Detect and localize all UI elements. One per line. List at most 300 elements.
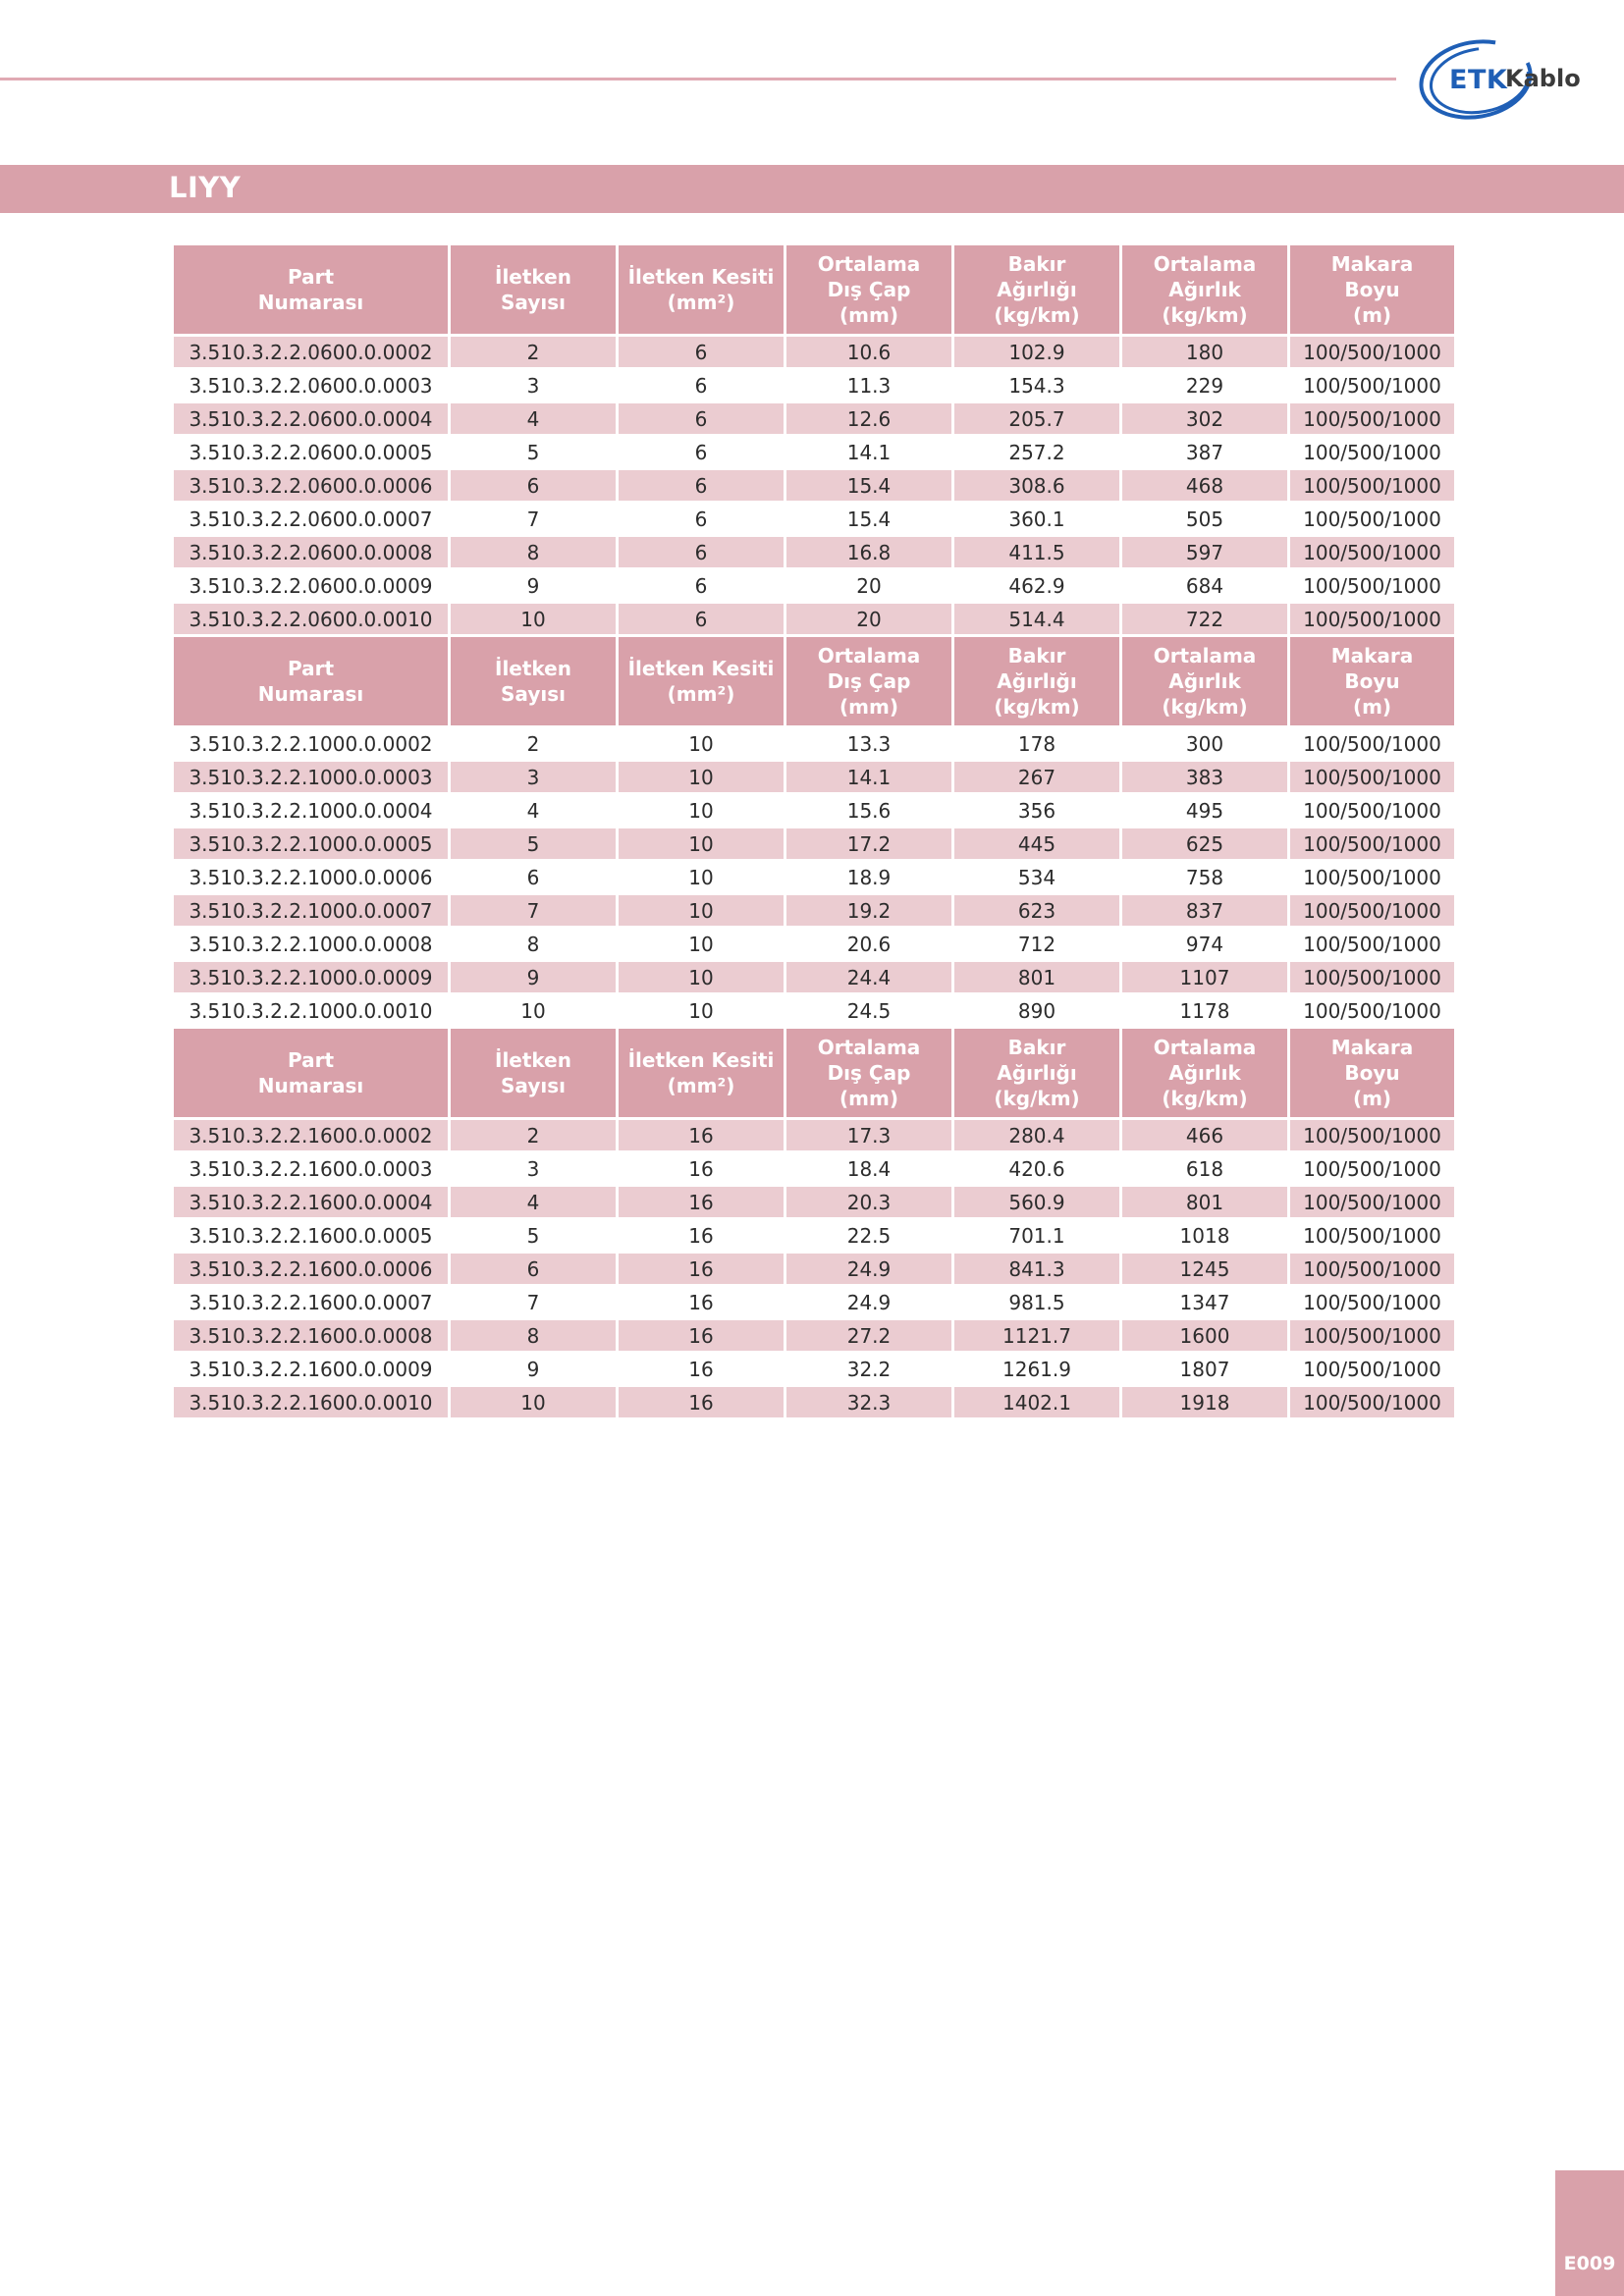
column-header-line: Ağırlık bbox=[1168, 1061, 1241, 1085]
table-row bbox=[173, 1319, 1456, 1353]
column-header-line: Part bbox=[287, 265, 335, 289]
cell-reel-length: 100/500/1000 bbox=[1289, 794, 1456, 828]
column-header-line: (mm²) bbox=[667, 682, 735, 706]
cell-part-number: 3.510.3.2.2.0600.0.0008 bbox=[173, 536, 450, 569]
cell-reel-length: 100/500/1000 bbox=[1289, 1353, 1456, 1386]
cell-outer-diameter: 14.1 bbox=[785, 761, 953, 794]
cell-outer-diameter: 32.2 bbox=[785, 1353, 953, 1386]
column-header-part-number bbox=[173, 1028, 450, 1119]
column-header-line: Dış Çap bbox=[827, 669, 911, 693]
page-title: LIYY bbox=[169, 171, 242, 204]
column-header-line: İletken Kesiti bbox=[627, 1048, 775, 1072]
column-header-line: Part bbox=[287, 1048, 335, 1072]
table-row bbox=[173, 469, 1456, 503]
column-header-line: İletken bbox=[495, 265, 571, 289]
column-header-part-number bbox=[173, 636, 450, 727]
cell-part-number: 3.510.3.2.2.1600.0.0006 bbox=[173, 1253, 450, 1286]
cell-conductor-count: 10 bbox=[450, 994, 618, 1028]
cell-conductor-section: 6 bbox=[618, 503, 785, 536]
cell-copper-weight: 178 bbox=[953, 727, 1121, 761]
cell-conductor-section: 6 bbox=[618, 436, 785, 469]
cell-outer-diameter: 24.9 bbox=[785, 1286, 953, 1319]
cell-conductor-count: 2 bbox=[450, 727, 618, 761]
column-header-line: Sayısı bbox=[501, 1074, 566, 1097]
cell-copper-weight: 841.3 bbox=[953, 1253, 1121, 1286]
cell-reel-length: 100/500/1000 bbox=[1289, 861, 1456, 894]
cell-conductor-section: 16 bbox=[618, 1152, 785, 1186]
page-number-tab bbox=[1555, 2170, 1624, 2296]
cell-conductor-section: 16 bbox=[618, 1353, 785, 1386]
cell-conductor-count: 3 bbox=[450, 761, 618, 794]
cell-average-weight: 801 bbox=[1121, 1186, 1289, 1219]
cell-copper-weight: 257.2 bbox=[953, 436, 1121, 469]
table-row bbox=[173, 1119, 1456, 1152]
cell-conductor-count: 5 bbox=[450, 828, 618, 861]
cell-reel-length: 100/500/1000 bbox=[1289, 369, 1456, 402]
cell-conductor-section: 6 bbox=[618, 603, 785, 636]
cell-part-number: 3.510.3.2.2.1000.0.0005 bbox=[173, 828, 450, 861]
column-header-line: İletken bbox=[495, 657, 571, 680]
cell-outer-diameter: 18.9 bbox=[785, 861, 953, 894]
table-row bbox=[173, 727, 1456, 761]
table-row bbox=[173, 761, 1456, 794]
cell-copper-weight: 981.5 bbox=[953, 1286, 1121, 1319]
table-row bbox=[173, 436, 1456, 469]
cell-part-number: 3.510.3.2.2.1600.0.0008 bbox=[173, 1319, 450, 1353]
cell-conductor-count: 6 bbox=[450, 469, 618, 503]
cell-average-weight: 618 bbox=[1121, 1152, 1289, 1186]
spec-table bbox=[171, 242, 1457, 1420]
column-header-average-weight bbox=[1121, 636, 1289, 727]
column-header-line: Ağırlık bbox=[1168, 669, 1241, 693]
cell-average-weight: 1107 bbox=[1121, 961, 1289, 994]
header-rule bbox=[0, 78, 1396, 80]
cell-outer-diameter: 20 bbox=[785, 569, 953, 603]
cell-copper-weight: 102.9 bbox=[953, 336, 1121, 369]
cell-copper-weight: 712 bbox=[953, 928, 1121, 961]
cell-outer-diameter: 32.3 bbox=[785, 1386, 953, 1419]
column-header-line: (m) bbox=[1352, 1087, 1392, 1110]
table-row bbox=[173, 402, 1456, 436]
cell-copper-weight: 308.6 bbox=[953, 469, 1121, 503]
column-header-line: (mm²) bbox=[667, 1074, 735, 1097]
cell-outer-diameter: 16.8 bbox=[785, 536, 953, 569]
column-header-outer-diameter bbox=[785, 244, 953, 336]
cell-conductor-count: 8 bbox=[450, 1319, 618, 1353]
column-header-conductor-section bbox=[618, 244, 785, 336]
cell-reel-length: 100/500/1000 bbox=[1289, 761, 1456, 794]
table-row bbox=[173, 828, 1456, 861]
cell-average-weight: 758 bbox=[1121, 861, 1289, 894]
cell-conductor-section: 6 bbox=[618, 569, 785, 603]
cell-average-weight: 837 bbox=[1121, 894, 1289, 928]
cell-conductor-section: 16 bbox=[618, 1286, 785, 1319]
column-header-line: (m) bbox=[1352, 695, 1392, 719]
cell-reel-length: 100/500/1000 bbox=[1289, 1119, 1456, 1152]
cell-part-number: 3.510.3.2.2.1000.0.0006 bbox=[173, 861, 450, 894]
brand-logo bbox=[1419, 35, 1596, 124]
cell-reel-length: 100/500/1000 bbox=[1289, 436, 1456, 469]
cell-reel-length: 100/500/1000 bbox=[1289, 961, 1456, 994]
column-header-line: (kg/km) bbox=[994, 695, 1080, 719]
table-row bbox=[173, 994, 1456, 1028]
cell-conductor-count: 5 bbox=[450, 1219, 618, 1253]
column-header-line: Sayısı bbox=[501, 682, 566, 706]
column-header-line: Boyu bbox=[1344, 669, 1400, 693]
cell-part-number: 3.510.3.2.2.1000.0.0008 bbox=[173, 928, 450, 961]
cell-outer-diameter: 14.1 bbox=[785, 436, 953, 469]
cell-conductor-section: 10 bbox=[618, 928, 785, 961]
column-header-average-weight bbox=[1121, 244, 1289, 336]
column-header-line: Bakır bbox=[1007, 252, 1066, 276]
column-header-line: Numarası bbox=[257, 682, 364, 706]
header-row bbox=[173, 244, 1456, 336]
page-number: E009 bbox=[1563, 2253, 1616, 2274]
cell-conductor-count: 2 bbox=[450, 336, 618, 369]
column-header-outer-diameter bbox=[785, 636, 953, 727]
cell-outer-diameter: 12.6 bbox=[785, 402, 953, 436]
cell-part-number: 3.510.3.2.2.1600.0.0002 bbox=[173, 1119, 450, 1152]
column-header-reel-length bbox=[1289, 636, 1456, 727]
column-header-line: (mm) bbox=[839, 695, 898, 719]
cell-reel-length: 100/500/1000 bbox=[1289, 402, 1456, 436]
cell-average-weight: 495 bbox=[1121, 794, 1289, 828]
table-row bbox=[173, 961, 1456, 994]
header-row bbox=[173, 636, 1456, 727]
cell-average-weight: 505 bbox=[1121, 503, 1289, 536]
title-band bbox=[0, 165, 1624, 213]
cell-conductor-count: 4 bbox=[450, 794, 618, 828]
cell-reel-length: 100/500/1000 bbox=[1289, 569, 1456, 603]
column-header-line: Dış Çap bbox=[827, 278, 911, 301]
column-header-line: (kg/km) bbox=[1162, 695, 1248, 719]
cell-outer-diameter: 24.5 bbox=[785, 994, 953, 1028]
cell-outer-diameter: 15.6 bbox=[785, 794, 953, 828]
cell-conductor-section: 10 bbox=[618, 961, 785, 994]
column-header-line: (m) bbox=[1352, 303, 1392, 327]
column-header-conductor-count bbox=[450, 1028, 618, 1119]
cell-outer-diameter: 15.4 bbox=[785, 503, 953, 536]
table-row bbox=[173, 569, 1456, 603]
cell-outer-diameter: 17.3 bbox=[785, 1119, 953, 1152]
cell-conductor-count: 6 bbox=[450, 1253, 618, 1286]
cell-conductor-section: 16 bbox=[618, 1186, 785, 1219]
column-header-line: İletken bbox=[495, 1048, 571, 1072]
column-header-conductor-count bbox=[450, 636, 618, 727]
column-header-conductor-section bbox=[618, 1028, 785, 1119]
cell-conductor-count: 5 bbox=[450, 436, 618, 469]
cell-part-number: 3.510.3.2.2.0600.0.0010 bbox=[173, 603, 450, 636]
cell-average-weight: 466 bbox=[1121, 1119, 1289, 1152]
cell-copper-weight: 1121.7 bbox=[953, 1319, 1121, 1353]
column-header-line: (mm) bbox=[839, 1087, 898, 1110]
column-header-line: Numarası bbox=[257, 1074, 364, 1097]
column-header-line: Makara bbox=[1330, 644, 1414, 667]
cell-copper-weight: 890 bbox=[953, 994, 1121, 1028]
cell-part-number: 3.510.3.2.2.1600.0.0004 bbox=[173, 1186, 450, 1219]
cell-part-number: 3.510.3.2.2.0600.0.0005 bbox=[173, 436, 450, 469]
cell-average-weight: 1018 bbox=[1121, 1219, 1289, 1253]
cell-conductor-section: 16 bbox=[618, 1219, 785, 1253]
cell-reel-length: 100/500/1000 bbox=[1289, 503, 1456, 536]
cell-reel-length: 100/500/1000 bbox=[1289, 536, 1456, 569]
cell-reel-length: 100/500/1000 bbox=[1289, 994, 1456, 1028]
cell-part-number: 3.510.3.2.2.0600.0.0006 bbox=[173, 469, 450, 503]
cell-conductor-section: 16 bbox=[618, 1319, 785, 1353]
column-header-line: Ağırlığı bbox=[997, 278, 1077, 301]
cell-outer-diameter: 20.6 bbox=[785, 928, 953, 961]
column-header-line: Makara bbox=[1330, 252, 1414, 276]
cell-copper-weight: 701.1 bbox=[953, 1219, 1121, 1253]
cell-average-weight: 1600 bbox=[1121, 1319, 1289, 1353]
cell-conductor-section: 10 bbox=[618, 828, 785, 861]
column-header-line: Ortalama bbox=[817, 644, 921, 667]
column-header-line: Ağırlığı bbox=[997, 669, 1077, 693]
column-header-line: (mm²) bbox=[667, 291, 735, 314]
cell-average-weight: 383 bbox=[1121, 761, 1289, 794]
brand-word: Kablo bbox=[1505, 65, 1581, 92]
cell-outer-diameter: 24.4 bbox=[785, 961, 953, 994]
cell-reel-length: 100/500/1000 bbox=[1289, 894, 1456, 928]
cell-conductor-count: 7 bbox=[450, 1286, 618, 1319]
column-header-line: Makara bbox=[1330, 1036, 1414, 1059]
column-header-line: Numarası bbox=[257, 291, 364, 314]
column-header-line: (kg/km) bbox=[994, 303, 1080, 327]
cell-copper-weight: 1402.1 bbox=[953, 1386, 1121, 1419]
table-row bbox=[173, 894, 1456, 928]
cell-conductor-section: 10 bbox=[618, 761, 785, 794]
cell-reel-length: 100/500/1000 bbox=[1289, 1386, 1456, 1419]
cell-conductor-count: 3 bbox=[450, 1152, 618, 1186]
cell-copper-weight: 411.5 bbox=[953, 536, 1121, 569]
column-header-line: Boyu bbox=[1344, 1061, 1400, 1085]
cell-average-weight: 229 bbox=[1121, 369, 1289, 402]
cell-part-number: 3.510.3.2.2.1000.0.0002 bbox=[173, 727, 450, 761]
cell-conductor-section: 6 bbox=[618, 536, 785, 569]
cell-average-weight: 1347 bbox=[1121, 1286, 1289, 1319]
column-header-line: Bakır bbox=[1007, 1036, 1066, 1059]
cell-part-number: 3.510.3.2.2.0600.0.0003 bbox=[173, 369, 450, 402]
cell-reel-length: 100/500/1000 bbox=[1289, 1152, 1456, 1186]
cell-part-number: 3.510.3.2.2.1600.0.0003 bbox=[173, 1152, 450, 1186]
cell-conductor-count: 2 bbox=[450, 1119, 618, 1152]
column-header-conductor-section bbox=[618, 636, 785, 727]
cell-conductor-count: 9 bbox=[450, 569, 618, 603]
cell-conductor-section: 10 bbox=[618, 994, 785, 1028]
column-header-line: Ortalama bbox=[817, 1036, 921, 1059]
column-header-line: Part bbox=[287, 657, 335, 680]
column-header-line: Sayısı bbox=[501, 291, 566, 314]
cell-copper-weight: 801 bbox=[953, 961, 1121, 994]
column-header-line: (kg/km) bbox=[994, 1087, 1080, 1110]
cell-copper-weight: 514.4 bbox=[953, 603, 1121, 636]
cell-copper-weight: 420.6 bbox=[953, 1152, 1121, 1186]
cell-average-weight: 300 bbox=[1121, 727, 1289, 761]
cell-part-number: 3.510.3.2.2.0600.0.0009 bbox=[173, 569, 450, 603]
column-header-line: (mm) bbox=[839, 303, 898, 327]
cell-reel-length: 100/500/1000 bbox=[1289, 828, 1456, 861]
cell-reel-length: 100/500/1000 bbox=[1289, 469, 1456, 503]
cell-copper-weight: 445 bbox=[953, 828, 1121, 861]
cell-outer-diameter: 13.3 bbox=[785, 727, 953, 761]
table-row bbox=[173, 794, 1456, 828]
cell-part-number: 3.510.3.2.2.1600.0.0005 bbox=[173, 1219, 450, 1253]
column-header-line: Ortalama bbox=[817, 252, 921, 276]
cell-conductor-count: 9 bbox=[450, 1353, 618, 1386]
column-header-line: Ortalama bbox=[1153, 1036, 1257, 1059]
cell-reel-length: 100/500/1000 bbox=[1289, 1219, 1456, 1253]
cell-reel-length: 100/500/1000 bbox=[1289, 1253, 1456, 1286]
cell-reel-length: 100/500/1000 bbox=[1289, 1286, 1456, 1319]
cell-conductor-count: 8 bbox=[450, 536, 618, 569]
cell-conductor-section: 10 bbox=[618, 861, 785, 894]
cell-part-number: 3.510.3.2.2.1600.0.0010 bbox=[173, 1386, 450, 1419]
cell-average-weight: 180 bbox=[1121, 336, 1289, 369]
table-row bbox=[173, 1152, 1456, 1186]
cell-conductor-section: 10 bbox=[618, 727, 785, 761]
cell-part-number: 3.510.3.2.2.1000.0.0009 bbox=[173, 961, 450, 994]
cell-conductor-count: 10 bbox=[450, 1386, 618, 1419]
cell-outer-diameter: 24.9 bbox=[785, 1253, 953, 1286]
cell-average-weight: 1918 bbox=[1121, 1386, 1289, 1419]
cell-conductor-section: 16 bbox=[618, 1119, 785, 1152]
cell-average-weight: 468 bbox=[1121, 469, 1289, 503]
table-row bbox=[173, 1286, 1456, 1319]
table-row bbox=[173, 1386, 1456, 1419]
column-header-reel-length bbox=[1289, 1028, 1456, 1119]
column-header-reel-length bbox=[1289, 244, 1456, 336]
cell-conductor-count: 4 bbox=[450, 1186, 618, 1219]
table-row bbox=[173, 336, 1456, 369]
table-row bbox=[173, 503, 1456, 536]
cell-average-weight: 1807 bbox=[1121, 1353, 1289, 1386]
table-row bbox=[173, 369, 1456, 402]
column-header-line: İletken Kesiti bbox=[627, 657, 775, 680]
cell-average-weight: 974 bbox=[1121, 928, 1289, 961]
cell-part-number: 3.510.3.2.2.0600.0.0002 bbox=[173, 336, 450, 369]
cell-outer-diameter: 20.3 bbox=[785, 1186, 953, 1219]
column-header-line: (kg/km) bbox=[1162, 1087, 1248, 1110]
cell-reel-length: 100/500/1000 bbox=[1289, 1186, 1456, 1219]
cell-outer-diameter: 20 bbox=[785, 603, 953, 636]
column-header-line: Bakır bbox=[1007, 644, 1066, 667]
cell-part-number: 3.510.3.2.2.0600.0.0004 bbox=[173, 402, 450, 436]
cell-outer-diameter: 10.6 bbox=[785, 336, 953, 369]
column-header-copper-weight bbox=[953, 244, 1121, 336]
cell-copper-weight: 205.7 bbox=[953, 402, 1121, 436]
column-header-line: İletken Kesiti bbox=[627, 265, 775, 289]
cell-part-number: 3.510.3.2.2.1000.0.0007 bbox=[173, 894, 450, 928]
table-row bbox=[173, 861, 1456, 894]
cell-conductor-section: 16 bbox=[618, 1253, 785, 1286]
cell-conductor-section: 6 bbox=[618, 336, 785, 369]
column-header-line: (kg/km) bbox=[1162, 303, 1248, 327]
cell-copper-weight: 154.3 bbox=[953, 369, 1121, 402]
column-header-outer-diameter bbox=[785, 1028, 953, 1119]
cell-copper-weight: 534 bbox=[953, 861, 1121, 894]
cell-conductor-count: 6 bbox=[450, 861, 618, 894]
cell-outer-diameter: 27.2 bbox=[785, 1319, 953, 1353]
column-header-average-weight bbox=[1121, 1028, 1289, 1119]
table-row bbox=[173, 1253, 1456, 1286]
cell-copper-weight: 1261.9 bbox=[953, 1353, 1121, 1386]
cell-reel-length: 100/500/1000 bbox=[1289, 727, 1456, 761]
cell-conductor-count: 4 bbox=[450, 402, 618, 436]
cell-average-weight: 625 bbox=[1121, 828, 1289, 861]
cell-part-number: 3.510.3.2.2.1600.0.0009 bbox=[173, 1353, 450, 1386]
cell-conductor-count: 8 bbox=[450, 928, 618, 961]
column-header-copper-weight bbox=[953, 1028, 1121, 1119]
table-row bbox=[173, 1353, 1456, 1386]
table-row bbox=[173, 928, 1456, 961]
cell-conductor-section: 10 bbox=[618, 794, 785, 828]
cell-part-number: 3.510.3.2.2.1000.0.0003 bbox=[173, 761, 450, 794]
cell-part-number: 3.510.3.2.2.1000.0.0004 bbox=[173, 794, 450, 828]
brand-short: ETK bbox=[1449, 65, 1508, 95]
column-header-copper-weight bbox=[953, 636, 1121, 727]
cell-reel-length: 100/500/1000 bbox=[1289, 928, 1456, 961]
table-row bbox=[173, 1186, 1456, 1219]
cell-outer-diameter: 15.4 bbox=[785, 469, 953, 503]
cell-reel-length: 100/500/1000 bbox=[1289, 603, 1456, 636]
cell-conductor-count: 9 bbox=[450, 961, 618, 994]
cell-average-weight: 1178 bbox=[1121, 994, 1289, 1028]
cell-reel-length: 100/500/1000 bbox=[1289, 336, 1456, 369]
column-header-line: Ortalama bbox=[1153, 644, 1257, 667]
table-row bbox=[173, 536, 1456, 569]
cell-outer-diameter: 22.5 bbox=[785, 1219, 953, 1253]
cell-conductor-section: 6 bbox=[618, 469, 785, 503]
cell-average-weight: 302 bbox=[1121, 402, 1289, 436]
cell-part-number: 3.510.3.2.2.0600.0.0007 bbox=[173, 503, 450, 536]
cell-average-weight: 597 bbox=[1121, 536, 1289, 569]
cell-copper-weight: 267 bbox=[953, 761, 1121, 794]
cell-conductor-section: 10 bbox=[618, 894, 785, 928]
cell-conductor-count: 10 bbox=[450, 603, 618, 636]
cell-copper-weight: 462.9 bbox=[953, 569, 1121, 603]
column-header-line: Boyu bbox=[1344, 278, 1400, 301]
cell-conductor-section: 6 bbox=[618, 402, 785, 436]
cell-copper-weight: 623 bbox=[953, 894, 1121, 928]
column-header-conductor-count bbox=[450, 244, 618, 336]
cell-copper-weight: 280.4 bbox=[953, 1119, 1121, 1152]
cell-outer-diameter: 17.2 bbox=[785, 828, 953, 861]
cell-copper-weight: 560.9 bbox=[953, 1186, 1121, 1219]
table-row bbox=[173, 1219, 1456, 1253]
cell-part-number: 3.510.3.2.2.1600.0.0007 bbox=[173, 1286, 450, 1319]
column-header-line: Ağırlık bbox=[1168, 278, 1241, 301]
column-header-line: Ağırlığı bbox=[997, 1061, 1077, 1085]
cell-conductor-section: 16 bbox=[618, 1386, 785, 1419]
cell-average-weight: 387 bbox=[1121, 436, 1289, 469]
cell-part-number: 3.510.3.2.2.1000.0.0010 bbox=[173, 994, 450, 1028]
cell-outer-diameter: 19.2 bbox=[785, 894, 953, 928]
cell-conductor-count: 3 bbox=[450, 369, 618, 402]
column-header-line: Ortalama bbox=[1153, 252, 1257, 276]
cell-average-weight: 684 bbox=[1121, 569, 1289, 603]
cell-average-weight: 722 bbox=[1121, 603, 1289, 636]
cell-conductor-count: 7 bbox=[450, 503, 618, 536]
column-header-part-number bbox=[173, 244, 450, 336]
table-row bbox=[173, 603, 1456, 636]
cell-outer-diameter: 18.4 bbox=[785, 1152, 953, 1186]
cell-copper-weight: 356 bbox=[953, 794, 1121, 828]
cell-conductor-count: 7 bbox=[450, 894, 618, 928]
cell-reel-length: 100/500/1000 bbox=[1289, 1319, 1456, 1353]
cell-copper-weight: 360.1 bbox=[953, 503, 1121, 536]
cell-outer-diameter: 11.3 bbox=[785, 369, 953, 402]
column-header-line: Dış Çap bbox=[827, 1061, 911, 1085]
